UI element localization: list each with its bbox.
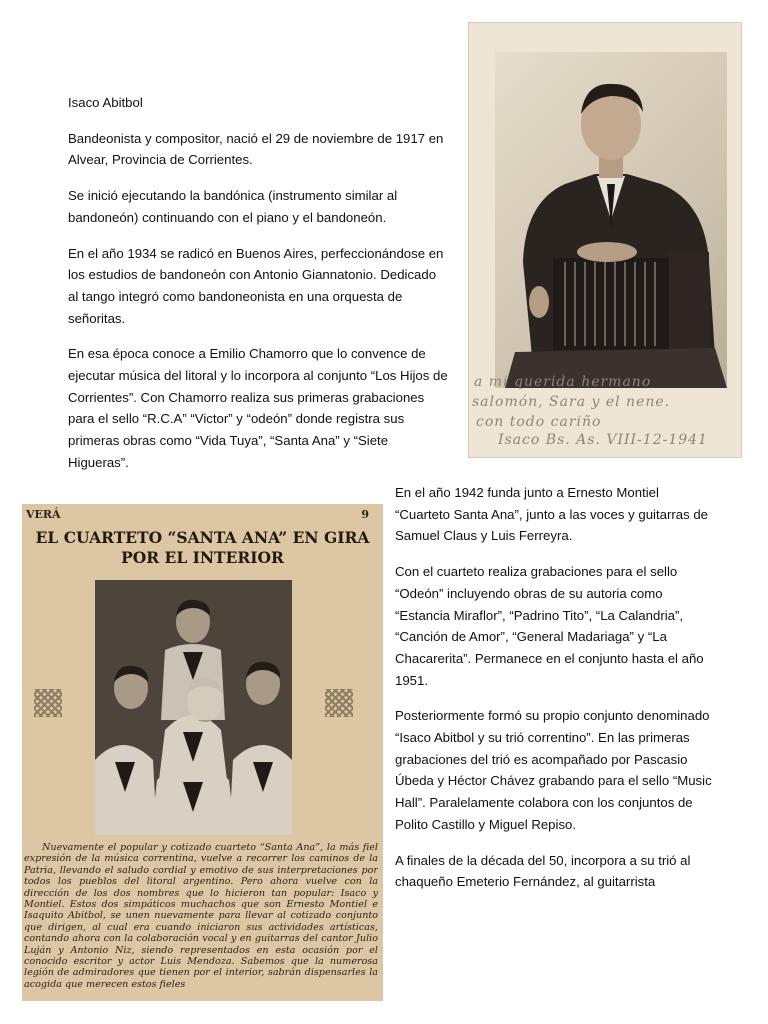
clipping-masthead: VERÁ — [26, 508, 61, 521]
left-text-column — [68, 92, 448, 488]
clipping-header — [26, 508, 369, 521]
paragraph-chamorro: En esa época conoce a Emilio Chamorro que lo convence de ejecutar música del litoral y lo incorpora al conjunto “Los Hijos de Corrientes”. Con Chamorro realiza sus primeras grabaciones para el sello “R.C.A” “Victor” y “odeón” donde registra sus primeras obras como “Vida Tuya”, “Santa Ana” y “Siete Higueras”. — [68, 346, 448, 470]
portrait-photo — [495, 52, 727, 388]
clipping-headline — [22, 528, 383, 568]
paragraph-grabaciones: Con el cuarteto realiza grabaciones para el sello “Odeón” incluyendo obras de su autoria como “Estancia Miraflor”, “Padrino Tito”, “La Calandria”, “Canción de Amor”, “General Madariaga” y “La Chacarerita”. Permanece en el conjunto hasta el año 1951. — [395, 564, 704, 688]
paragraph-cuarteto: En el año 1942 funda junto a Ernesto Montiel “Cuarteto Santa Ana”, junto a las voces y guitarras de Samuel Claus y Luis Ferreyra. — [395, 485, 709, 544]
paragraph-title: Isaco Abitbol — [68, 95, 143, 110]
portrait-photo-card — [468, 22, 742, 458]
right-ornament-icon — [325, 689, 353, 717]
inscription-line-3: con todo cariño — [476, 414, 602, 430]
right-text-column — [395, 482, 715, 907]
paragraph-trio: Posteriormente formó su propio conjunto denominado “Isaco Abitbol y su trió correntino”. En las primeras grabaciones del trió es acompañado por Pascasio Úbeda y Héctor Chávez grabando para el sello “Music Hall”. Paralelamente colabora con los conjuntos de Polito Castillo y Miguel Repiso. — [395, 708, 712, 832]
bandoneon-player-illustration — [495, 52, 727, 388]
inscription-line-4: Isaco Bs. As. VIII-12-1941 — [498, 432, 708, 448]
left-ornament-icon — [34, 689, 62, 717]
headline-line-2: POR EL INTERIOR — [121, 548, 284, 567]
paragraph-birth: Bandeonista y compositor, nació el 29 de noviembre de 1917 en Alvear, Provincia de Corrientes. — [68, 130, 444, 168]
clipping-page-number: 9 — [361, 508, 369, 521]
paragraph-decada-50: A finales de la década del 50, incorpora a su trió al chaqueño Emeterio Fernández, al guitarrista — [395, 852, 691, 890]
quartet-photo — [95, 580, 292, 835]
quartet-illustration — [95, 580, 292, 835]
clipping-article: Nuevamente el popular y cotizado cuarteto “Santa Ana”, la más fiel expresión de la música correntina, vuelve a recorrer los caminos de la Patria, llevando el saludo cordial y emotivo de sus interpretaciones por todos los pueblos del litoral argentino. Pero ahora vuelve con la dirección de los dos nombres que lo hicieron tan popular: Isaco y Montiel. Estos dos simpáticos muchachos que son Ernesto Montiel e Isaquito Abitbol, se unen nuevamente para llevar al cotizado conjunto que dirigen, al cual era cuando iniciaron sus actividades artísticas, contando ahora con la colaboración vocal y en guitarras del cantor Julio Luján y Antonio Niz, siendo representados en esta ocasión por el conocido escritor y actor Luis Mendoza. Sabemos que la numerosa legión de admiradores que tienen por el interior, sabrán dispensarles la acogida que merecen estos fieles — [24, 842, 378, 990]
inscription-line-1: a mi querida hermano — [474, 374, 652, 390]
paragraph-buenos-aires: En el año 1934 se radicó en Buenos Aires, perfeccionándose en los estudios de bandoneón con Antonio Giannatonio. Dedicado al tango integró como bandoneonista en una orquesta de señoritas. — [68, 245, 444, 326]
paragraph-beginnings: Se inició ejecutando la bandónica (instrumento similar al bandoneón) continuando con el piano y el bandoneón. — [68, 188, 398, 225]
inscription-line-2: salomón, Sara y el nene. — [472, 394, 671, 410]
headline-line-1: EL CUARTETO “SANTA ANA” EN GIRA — [35, 528, 370, 547]
newspaper-clipping — [22, 504, 383, 1001]
